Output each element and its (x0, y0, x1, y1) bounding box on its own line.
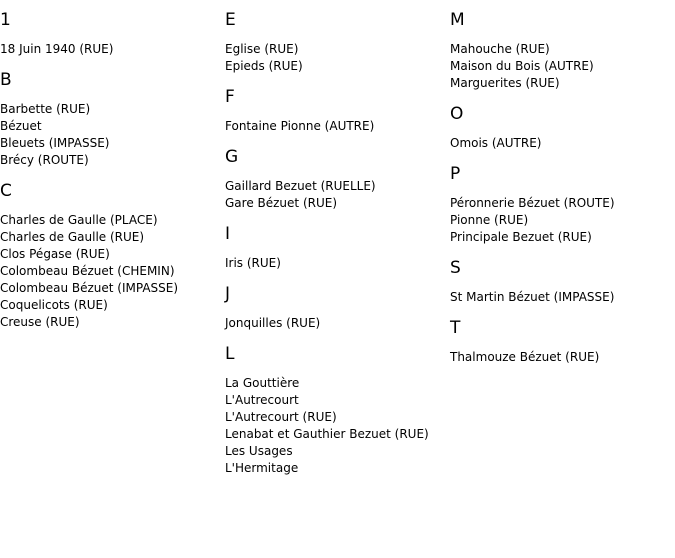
index-column (225, 10, 445, 489)
index-column (450, 10, 670, 378)
street-list (225, 41, 445, 75)
letter-section (450, 104, 670, 152)
section-letter-heading: E (225, 10, 236, 30)
letter-section (225, 284, 445, 332)
letter-section (450, 164, 670, 246)
street-list (225, 118, 445, 135)
street-link[interactable]: Bleuets (IMPASSE) (0, 136, 110, 150)
street-list (0, 101, 220, 169)
street-link[interactable]: Marguerites (RUE) (450, 76, 560, 90)
street-link[interactable]: L'Autrecourt (RUE) (225, 410, 337, 424)
index-column (0, 10, 220, 343)
section-letter-heading: L (225, 344, 235, 364)
letter-section (225, 147, 445, 212)
street-list (450, 135, 670, 152)
street-link[interactable]: Péronnerie Bézuet (ROUTE) (450, 196, 615, 210)
letter-section (450, 318, 670, 366)
section-letter-heading: T (450, 318, 461, 338)
street-list (225, 255, 445, 272)
section-letter-heading: O (450, 104, 464, 124)
street-list (0, 41, 220, 58)
street-link[interactable]: Mahouche (RUE) (450, 42, 550, 56)
section-letter-heading: C (0, 181, 12, 201)
street-link[interactable]: Iris (RUE) (225, 256, 281, 270)
section-letter-heading: J (225, 284, 231, 304)
street-link[interactable]: Pionne (RUE) (450, 213, 529, 227)
letter-section (0, 70, 220, 169)
street-link[interactable]: Creuse (RUE) (0, 315, 80, 329)
street-link[interactable]: St Martin Bézuet (IMPASSE) (450, 290, 615, 304)
street-list (450, 41, 670, 92)
street-list (225, 375, 445, 477)
section-letter-heading: B (0, 70, 12, 90)
street-link[interactable]: Bézuet (0, 119, 42, 133)
street-link[interactable]: L'Autrecourt (225, 393, 299, 407)
street-link[interactable]: Epieds (RUE) (225, 59, 303, 73)
street-link[interactable]: Thalmouze Bézuet (RUE) (450, 350, 600, 364)
street-link[interactable]: La Gouttière (225, 376, 300, 390)
street-link[interactable]: Colombeau Bézuet (CHEMIN) (0, 264, 175, 278)
street-link[interactable]: L'Hermitage (225, 461, 299, 475)
street-link[interactable]: Lenabat et Gauthier Bezuet (RUE) (225, 427, 429, 441)
street-link[interactable]: Les Usages (225, 444, 293, 458)
street-link[interactable]: Clos Pégase (RUE) (0, 247, 110, 261)
street-list (450, 289, 670, 306)
letter-section (225, 87, 445, 135)
street-link[interactable]: Omois (AUTRE) (450, 136, 542, 150)
letter-section (225, 10, 445, 75)
street-list (0, 212, 220, 331)
section-letter-heading: F (225, 87, 235, 107)
street-link[interactable]: Eglise (RUE) (225, 42, 299, 56)
letter-section (225, 344, 445, 477)
section-letter-heading: 1 (0, 10, 11, 30)
section-letter-heading: G (225, 147, 239, 167)
street-link[interactable]: Barbette (RUE) (0, 102, 91, 116)
section-letter-heading: P (450, 164, 461, 184)
street-link[interactable]: Gare Bézuet (RUE) (225, 196, 338, 210)
street-list (450, 349, 670, 366)
street-link[interactable]: Jonquilles (RUE) (225, 316, 321, 330)
street-link[interactable]: Coquelicots (RUE) (0, 298, 108, 312)
street-list (450, 195, 670, 246)
section-letter-heading: S (450, 258, 461, 278)
letter-section (0, 181, 220, 331)
street-link[interactable]: Maison du Bois (AUTRE) (450, 59, 594, 73)
letter-section (450, 10, 670, 92)
street-list (225, 178, 445, 212)
street-link[interactable]: Gaillard Bezuet (RUELLE) (225, 179, 376, 193)
street-link[interactable]: Brécy (ROUTE) (0, 153, 89, 167)
street-link[interactable]: 18 Juin 1940 (RUE) (0, 42, 114, 56)
letter-section (225, 224, 445, 272)
street-link[interactable]: Charles de Gaulle (PLACE) (0, 213, 158, 227)
street-link[interactable]: Fontaine Pionne (AUTRE) (225, 119, 375, 133)
section-letter-heading: I (225, 224, 231, 244)
letter-section (450, 258, 670, 306)
street-link[interactable]: Charles de Gaulle (RUE) (0, 230, 145, 244)
street-link[interactable]: Colombeau Bézuet (IMPASSE) (0, 281, 179, 295)
street-link[interactable]: Principale Bezuet (RUE) (450, 230, 592, 244)
street-list (225, 315, 445, 332)
section-letter-heading: M (450, 10, 465, 30)
letter-section (0, 10, 220, 58)
